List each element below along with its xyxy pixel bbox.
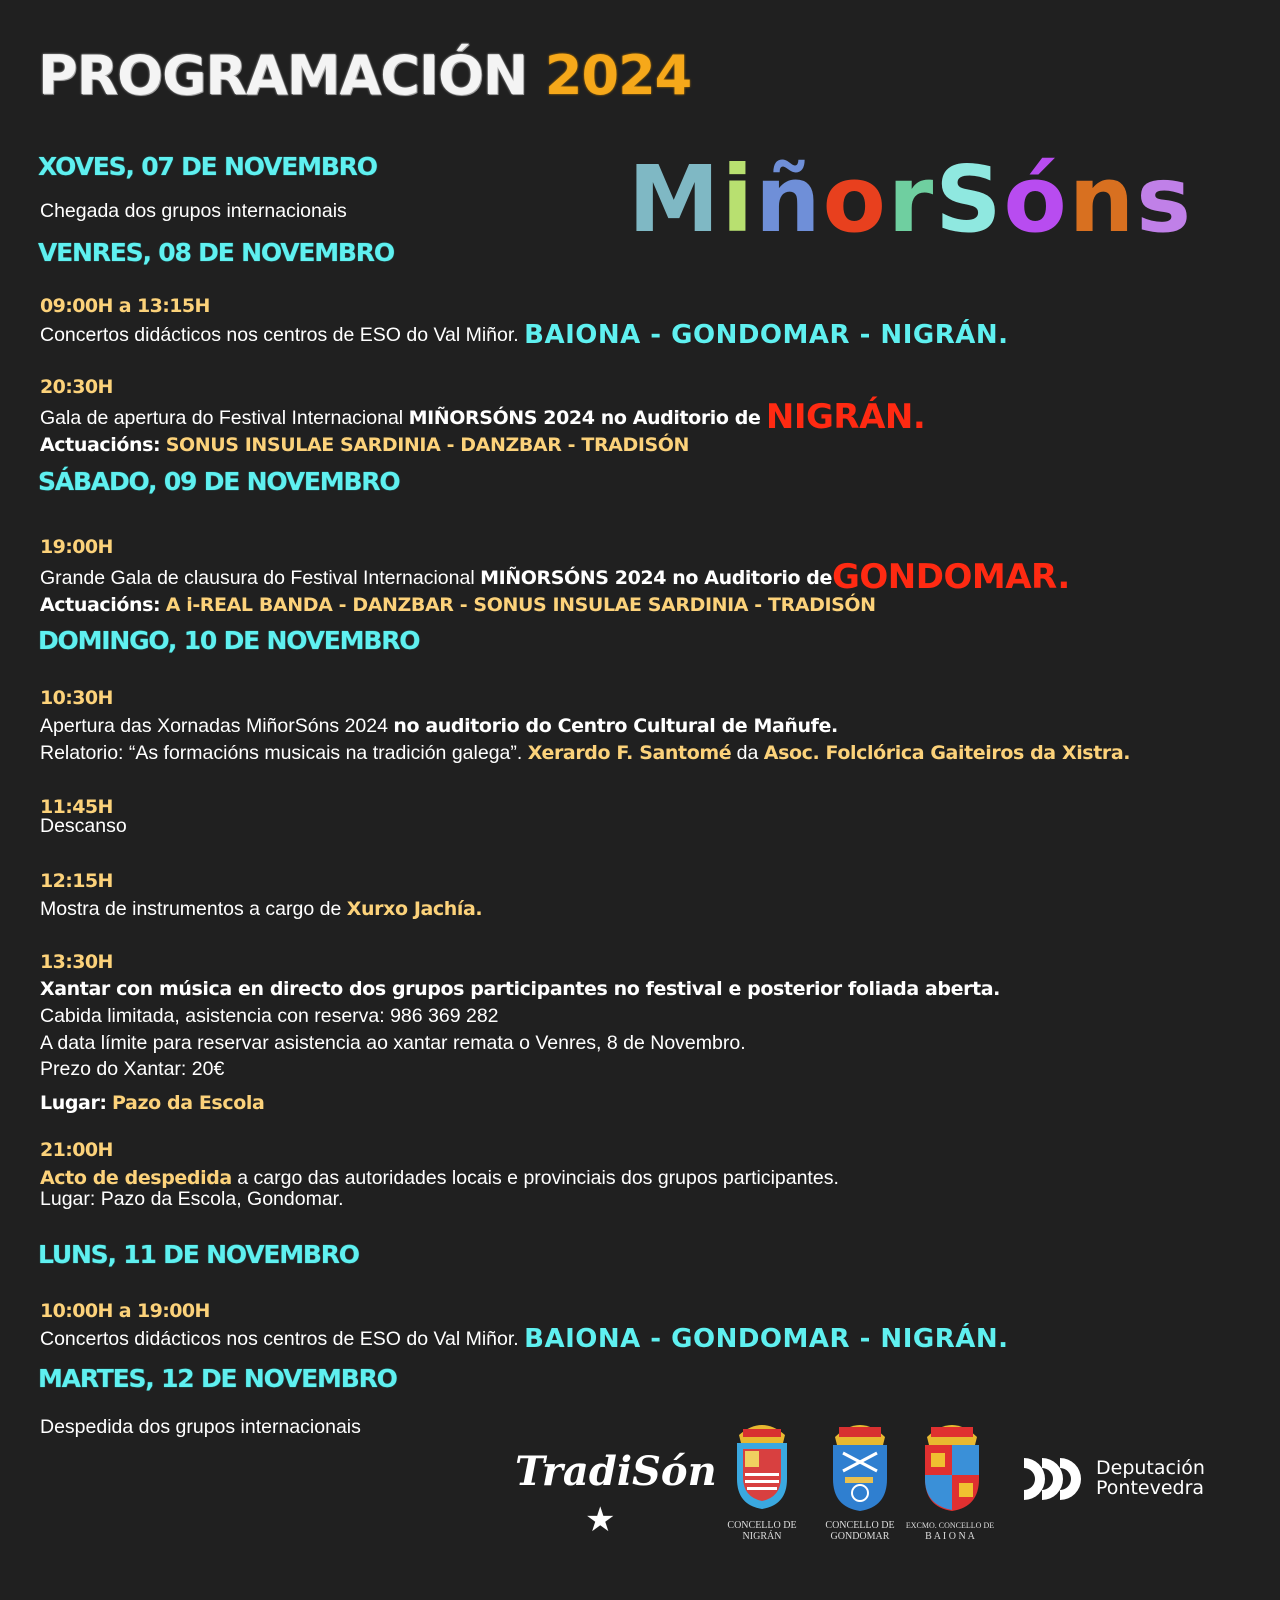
crest-caption <box>895 1520 1005 1542</box>
event-bold: MIÑORSÓNS 2024 no Auditorio de <box>408 407 761 429</box>
deputacion-logo-mark <box>1022 1454 1086 1509</box>
day-heading: MARTES, 12 DE NOVEMBRO <box>38 1364 397 1393</box>
event-text: Grande Gala de clausura do Festival Internacional <box>40 567 475 589</box>
logo-letter: M <box>628 146 722 253</box>
crest-caption <box>712 1520 812 1542</box>
event-text: Apertura das Xornadas MiñorSóns 2024 <box>40 715 388 737</box>
event-time: 11:45H <box>40 796 113 818</box>
event-text: Lugar: Pazo da Escola, Gondomar. <box>40 1188 344 1210</box>
deputacion-line: Pontevedra <box>1096 1477 1205 1499</box>
logo-letter: ñ <box>755 146 823 253</box>
event-time: 19:00H <box>40 536 113 558</box>
deputacion-icon <box>1022 1454 1086 1504</box>
event-text: Mostra de instrumentos a cargo de <box>40 898 342 920</box>
speaker-name: Xerardo F. Santomé <box>527 742 732 764</box>
event-text: Gala de apertura do Festival Internacional <box>40 407 404 429</box>
event-text: A data límite para reservar asistencia ao xantar remata o Venres, 8 de Novembro. <box>40 1032 746 1054</box>
acts-list: SONUS INSULAE SARDINIA - DANZBAR - TRADISÓN <box>165 434 690 456</box>
event-place: GONDOMAR. <box>832 557 1070 597</box>
event-text: Despedida dos grupos internacionais <box>40 1416 361 1438</box>
nigran-crest-logo <box>731 1413 793 1518</box>
day-heading: SÁBADO, 09 DE NOVEMBRO <box>38 467 400 496</box>
logo-letter: i <box>721 146 756 253</box>
organization-name: Asoc. Folclórica Gaiteiros da Xistra. <box>763 742 1131 764</box>
logo-letter: S <box>935 146 1004 253</box>
event-line <box>40 976 1000 1002</box>
logo-letter: r <box>887 146 936 253</box>
tradison-logo: TradiSón <box>515 1448 717 1495</box>
crest-icon <box>829 1413 891 1513</box>
day-heading: DOMINGO, 10 DE NOVEMBRO <box>38 626 420 655</box>
acts-label: Actuacións: <box>40 594 161 616</box>
event-bold: no auditorio do Centro Cultural de Mañufe. <box>393 715 838 737</box>
event-text: Concertos didácticos nos centros de ESO do Val Miñor. <box>40 324 519 346</box>
event-text: Concertos didácticos nos centros de ESO do Val Miñor. <box>40 1328 519 1350</box>
logo-letter: n <box>1068 146 1137 253</box>
event-time: 10:00H a 19:00H <box>40 1300 210 1322</box>
baiona-crest-logo <box>921 1413 983 1518</box>
event-time: 10:30H <box>40 687 113 709</box>
event-highlight: Xurxo Jachía. <box>346 898 483 920</box>
event-line <box>40 713 838 739</box>
place-label: Lugar: <box>40 1092 107 1114</box>
event-text: a cargo das autoridades locais e provinciais dos grupos participantes. <box>237 1167 839 1189</box>
festival-logo <box>628 148 1193 252</box>
event-time: 09:00H a 13:15H <box>40 295 210 317</box>
event-text: Descanso <box>40 815 127 837</box>
event-text: Cabida limitada, asistencia con reserva: 986 369 282 <box>40 1005 499 1027</box>
acts-list: A i-REAL BANDA - DANZBAR - SONUS INSULAE SARDINIA - TRADISÓN <box>165 594 876 616</box>
event-places: BAIONA - GONDOMAR - NIGRÁN. <box>524 320 1009 350</box>
event-acts <box>40 432 689 458</box>
place-name: Pazo da Escola <box>112 1092 265 1114</box>
event-text: Prezo do Xantar: 20€ <box>40 1058 225 1080</box>
event-line <box>40 896 482 922</box>
event-places: BAIONA - GONDOMAR - NIGRÁN. <box>524 1324 1009 1354</box>
acts-label: Actuacións: <box>40 434 161 456</box>
deputacion-line: Deputación <box>1096 1457 1205 1479</box>
crest-icon <box>921 1413 983 1513</box>
day-heading: VENRES, 08 DE NOVEMBRO <box>38 238 394 267</box>
event-text: Relatorio: “As formacións musicais na tradición galega”. <box>40 742 523 764</box>
caption-line: NIGRÁN <box>742 1531 782 1542</box>
event-highlight: Acto de despedida <box>40 1167 232 1189</box>
logo-letter: o <box>822 146 888 253</box>
caption-line: B A I O N A <box>925 1531 975 1542</box>
event-place-line <box>40 1090 264 1116</box>
logo-letter: s <box>1136 146 1193 253</box>
event-time: 12:15H <box>40 870 113 892</box>
event-bold: MIÑORSÓNS 2024 no Auditorio de <box>480 567 832 589</box>
caption-line: GONDOMAR <box>830 1531 890 1542</box>
caption-line: CONCELLO DE <box>825 1520 895 1531</box>
event-time: 13:30H <box>40 951 113 973</box>
event-line <box>40 1326 1008 1352</box>
caption-line: EXCMO. CONCELLO DE <box>905 1521 995 1530</box>
event-text: da <box>736 742 759 764</box>
star-icon: ★ <box>585 1501 616 1539</box>
caption-line: CONCELLO DE <box>727 1520 797 1531</box>
deputacion-logo-text <box>1096 1458 1205 1498</box>
event-place: NIGRÁN. <box>765 397 926 437</box>
day-heading: LUNS, 11 DE NOVEMBRO <box>38 1240 359 1269</box>
logo-letter: ó <box>1003 146 1069 253</box>
event-time: 20:30H <box>40 376 113 398</box>
event-line <box>40 740 1130 766</box>
event-text: Chegada dos grupos internacionais <box>40 200 347 222</box>
event-line <box>40 557 1070 597</box>
event-line <box>40 397 926 437</box>
event-time: 21:00H <box>40 1139 113 1161</box>
crest-icon <box>731 1413 793 1513</box>
gondomar-crest-logo <box>829 1413 891 1518</box>
event-line <box>40 322 1008 348</box>
page-title <box>38 44 691 108</box>
title-year: 2024 <box>544 44 692 107</box>
day-heading: XOVES, 07 DE NOVEMBRO <box>38 152 377 181</box>
title-main: PROGRAMACIÓN <box>38 44 528 107</box>
event-bold: Xantar con música en directo dos grupos participantes no festival e posterior foliada aberta. <box>40 978 1000 1000</box>
event-acts <box>40 592 876 618</box>
